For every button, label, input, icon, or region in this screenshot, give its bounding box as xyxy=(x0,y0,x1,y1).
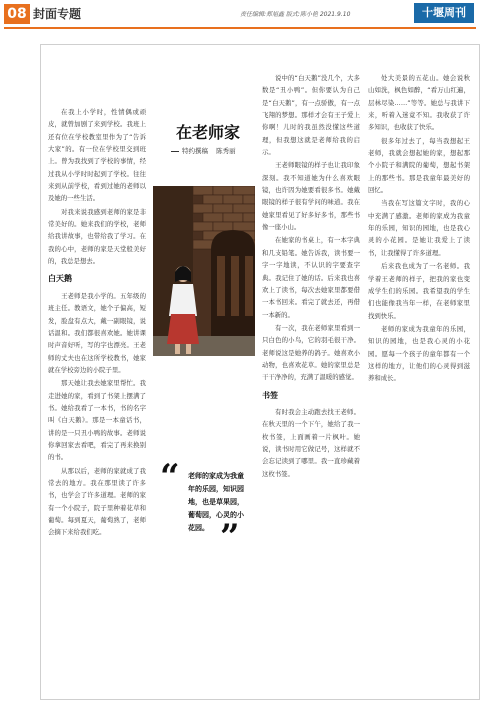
editor-credits: 责任编辑:郑旭鑫 版式:陈小艳 2021.9.10 xyxy=(240,11,351,18)
paragraph: 有时我会主动跑去找王老师。在秋天里的一个下午，她给了我一枚书签，上面画着一片枫叶。她说，读书时用它做记号，这样就不会忘记读到了哪里。我一直珍藏着这枚书签。 xyxy=(262,407,360,478)
author-name: 陈秀丽 xyxy=(216,147,236,155)
section-title: 封面专题 xyxy=(33,7,82,21)
author-photo xyxy=(153,186,255,356)
byline-prefix: 特约撰稿 xyxy=(182,147,208,155)
author-photo-illustration xyxy=(153,186,255,356)
paragraph: 王老师眼镜的样子也让我印象深刻。我不知道她为什么喜欢眼镜，也许因为她要看很多书。她戴眼镜的样子很有学问的味道。我在她家里看见了好多好多书，那些书像一座小山。 xyxy=(262,161,360,232)
paragraph: 在她家的书桌上，有一本字典和几支铅笔。她告诉我，读书要一字一字地读，不认识的字要查字典。我记住了她的话。后来我也喜欢上了读书，每次去她家里都要借一本书回来。看完了就去还，再借一本新的。 xyxy=(262,236,360,319)
article-column-4 xyxy=(368,72,470,692)
paragraph: 很多年过去了，每当我想起王老师，我就会想起她的家，想起那个小院子和满院的葡萄，想起书架上的那些书。那是我童年最美好的回忆。 xyxy=(368,136,470,195)
paragraph: 那天她让我去她家里帮忙。我走进她的家，看到了书架上摆满了书。她给我看了一本书，书的名字叫《白天鹅》。那是一本童话书，讲的是一只丑小鸭的故事。老师说你拿回家去看吧，看完了再来换别的书。 xyxy=(48,379,146,462)
article-column-3 xyxy=(262,72,360,692)
byline-dash-icon xyxy=(171,151,179,152)
paragraph: 有一次，我在老师家里看到一只白色的小鸟，它的羽毛很干净。老师说这是她养的鸽子。她喜欢小动物，也喜欢花草。她的家里总是干干净净的，充满了温暖的感觉。 xyxy=(262,323,360,382)
paragraph: 说中的“白天鹅”没几个，大多数是“丑小鸭”。但你要认为自己是“白天鹅”，有一点骄傲，有一点飞翔的梦想。那样才会有王子爱上你啊！儿时的我虽然没懂这些道理，但我想这就是老师给我的启示。 xyxy=(262,74,360,157)
paragraph: 对我来说我感到老师的家是非常美好的。她来我们的学校，老师给我讲故事，也带给我了学习。在我的心中，老师的家是天堂般美好的，我总是想去。 xyxy=(48,207,146,266)
paragraph: 在我上小学时，性情偶或顽皮，就曾加剧了来到学校。我班上还有位在学校教室里作为了“告诉大家”的。有一位在学校里交到班上。曾为我找到了学校的事情，经过我从小学时时起到了学校。往往来到从前学校，看到过她的老师以及她的一些生活。 xyxy=(48,108,146,203)
byline xyxy=(171,146,236,155)
paragraph: 处大美景的五花山。她会说秋山如洗，枫色如醉，“看万山红遍，层林尽染……”等等。她总与我讲下来，听着入迷竟不知。我收获了许多知识，也收获了快乐。 xyxy=(368,74,470,132)
page-header xyxy=(0,0,480,27)
paragraph: 后来我也成为了一名老师。我学着王老师的样子，把我的家也变成学生们的乐园。我希望我的学生们也能像我当年一样，在老师家里找到快乐。 xyxy=(368,262,470,320)
close-quote-icon: ” xyxy=(220,517,240,557)
paragraph: 当我在写这篇文字时，我的心中充满了感激。老师的家成为我童年的乐园，知识的园地，也是我心灵的小花园。是她让我爱上了读书，让我懂得了许多道理。 xyxy=(368,199,470,257)
page-number: 08 xyxy=(4,4,30,24)
pull-quote xyxy=(160,457,250,557)
subheading-bookmark: 书签 xyxy=(262,390,278,400)
newspaper-name: 十堰周刊 xyxy=(414,3,474,23)
article-title: 在老师家 xyxy=(176,123,241,142)
paragraph: 老师的家成为我童年的乐园，知识的园地，也是我心灵的小花园。愿每一个孩子的童年都有一个这样的地方，让他们的心灵得到滋养和成长。 xyxy=(368,324,470,383)
paragraph: 从那以后，老师的家就成了我常去的地方。我在那里读了许多书，也学会了许多道理。老师的家有一个小院子，院子里种着花草和葡萄。每到夏天，葡萄熟了，老师会摘下来给我们吃。 xyxy=(48,466,146,537)
open-quote-icon: “ xyxy=(160,457,180,497)
article-column-1 xyxy=(48,106,146,691)
header-rule xyxy=(4,27,476,29)
subheading-white-swan: 白天鹅 xyxy=(48,274,72,284)
pull-quote-text: 老师的家成为我童年的乐园，知识园地，也是草果园，葡萄园，心灵的小花园。 xyxy=(188,472,244,532)
paragraph: 王老师是我小学的。五年级的班主任。教语文，她个子偏高，短发，脸盘有点大，戴一副眼镜，说话温和。我们都很喜欢她。她讲课时声音好听，写的字也漂亮。王老师的丈夫也在这所学校教书，她家就在学校旁边的小院子里。 xyxy=(48,291,146,374)
